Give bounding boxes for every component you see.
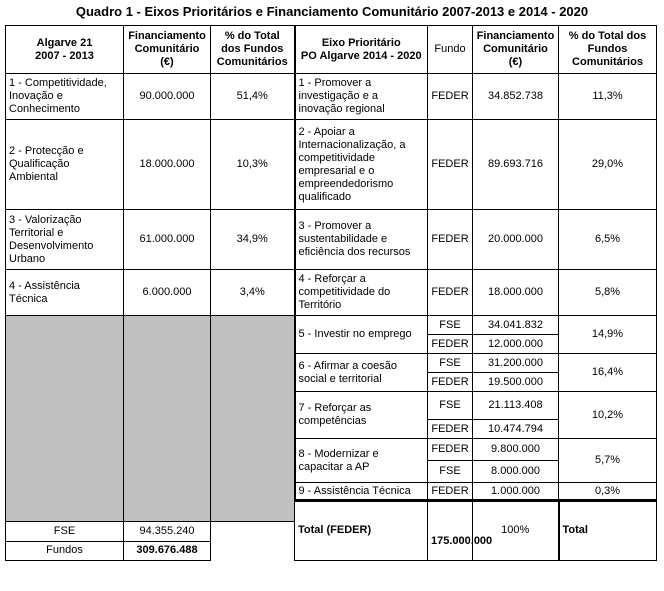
right-axis-name: 9 - Assistência Técnica bbox=[295, 483, 428, 500]
table-title: Quadro 1 - Eixos Prioritários e Financiamento Comunitário 2007-2013 e 2014 - 2020 bbox=[75, 4, 589, 19]
header-fund: Fundo bbox=[428, 26, 473, 74]
left-percent: 3,4% bbox=[211, 270, 295, 316]
total-fund-all: Fundos bbox=[6, 541, 124, 560]
left-percent: 10,3% bbox=[211, 120, 295, 210]
fund: FSE bbox=[428, 316, 473, 335]
right-percent: 14,9% bbox=[559, 316, 657, 354]
left-percent: 34,9% bbox=[211, 210, 295, 270]
table-row bbox=[6, 74, 657, 120]
left-total-percent: 100% bbox=[473, 501, 559, 560]
left-amount: 61.000.000 bbox=[124, 210, 211, 270]
right-axis-name: 5 - Investir no emprego bbox=[295, 316, 428, 354]
fund: FEDER bbox=[428, 483, 473, 500]
right-axis-name: 6 - Afirmar a coesão social e territorial bbox=[295, 354, 428, 392]
right-percent: 5,8% bbox=[559, 270, 657, 316]
right-amount: 34.852.738 bbox=[473, 74, 559, 120]
right-amount: 18.000.000 bbox=[473, 270, 559, 316]
left-total-label: Total (FEDER) bbox=[295, 501, 428, 560]
right-amount: 20.000.000 bbox=[473, 210, 559, 270]
right-percent: 6,5% bbox=[559, 210, 657, 270]
left-percent: 51,4% bbox=[211, 74, 295, 120]
right-percent: 11,3% bbox=[559, 74, 657, 120]
left-amount: 90.000.000 bbox=[124, 74, 211, 120]
total-fund-fse: FSE bbox=[6, 521, 124, 541]
table-row bbox=[6, 120, 657, 210]
header-left-financing: Financiamento Comunitário (€) bbox=[124, 26, 211, 74]
right-percent: 10,2% bbox=[559, 392, 657, 439]
table-row bbox=[6, 270, 657, 316]
table-row bbox=[6, 316, 657, 335]
fund: FEDER bbox=[428, 270, 473, 316]
empty-grey-cell bbox=[211, 316, 295, 522]
left-axis-name: 3 - Valorização Territorial e Desenvolvimento Urbano bbox=[6, 210, 124, 270]
right-amount: 21.113.408 bbox=[473, 392, 559, 420]
right-amount: 8.000.000 bbox=[473, 461, 559, 483]
right-amount: 9.800.000 bbox=[473, 439, 559, 461]
right-percent: 0,3% bbox=[559, 483, 657, 500]
right-total-label: Total bbox=[559, 501, 657, 560]
fund: FEDER bbox=[428, 373, 473, 392]
empty-grey-cell bbox=[6, 316, 124, 522]
right-axis-name: 4 - Reforçar a competitividade do Território bbox=[295, 270, 428, 316]
fund: FEDER bbox=[428, 210, 473, 270]
right-percent: 29,0% bbox=[559, 120, 657, 210]
empty-grey-cell bbox=[124, 316, 211, 522]
right-axis-name: 1 - Promover a investigação e a inovação regional bbox=[295, 74, 428, 120]
left-amount: 18.000.000 bbox=[124, 120, 211, 210]
right-percent: 5,7% bbox=[559, 439, 657, 483]
right-percent: 16,4% bbox=[559, 354, 657, 392]
left-total-amount: 175.000.000 bbox=[428, 501, 473, 560]
empty-cell bbox=[211, 541, 295, 560]
total-amount-fse: 94.355.240 bbox=[124, 521, 211, 541]
header-left-percent: % do Total dos Fundos Comunitários bbox=[211, 26, 295, 74]
fund: FSE bbox=[428, 461, 473, 483]
right-axis-name: 8 - Modernizar e capacitar a AP bbox=[295, 439, 428, 483]
right-axis-name: 3 - Promover a sustentabilidade e eficiência dos recursos bbox=[295, 210, 428, 270]
right-amount: 34.041.832 bbox=[473, 316, 559, 335]
right-amount: 10.474.794 bbox=[473, 420, 559, 439]
total-amount-all: 309.676.488 bbox=[124, 541, 211, 560]
right-amount: 31.200.000 bbox=[473, 354, 559, 373]
right-axis-name: 2 - Apoiar a Internacionalização, a competitividade empresarial e o empreendedorismo qualificado bbox=[295, 120, 428, 210]
fund: FEDER bbox=[428, 439, 473, 461]
left-amount: 6.000.000 bbox=[124, 270, 211, 316]
right-amount: 12.000.000 bbox=[473, 335, 559, 354]
fund: FEDER bbox=[428, 420, 473, 439]
header-right-financing: Financiamento Comunitário (€) bbox=[473, 26, 559, 74]
funding-table bbox=[5, 25, 657, 561]
header-algarve21: Algarve 21 2007 - 2013 bbox=[6, 26, 124, 74]
left-axis-name: 1 - Competitividade, Inovação e Conhecimento bbox=[6, 74, 124, 120]
left-axis-name: 4 - Assistência Técnica bbox=[6, 270, 124, 316]
header-right-percent: % do Total dos Fundos Comunitários bbox=[559, 26, 657, 74]
right-amount: 1.000.000 bbox=[473, 483, 559, 500]
fund: FSE bbox=[428, 354, 473, 373]
right-amount: 19.500.000 bbox=[473, 373, 559, 392]
fund: FEDER bbox=[428, 74, 473, 120]
left-axis-name: 2 - Protecção e Qualificação Ambiental bbox=[6, 120, 124, 210]
right-axis-name: 7 - Reforçar as competências bbox=[295, 392, 428, 439]
fund: FSE bbox=[428, 392, 473, 420]
fund: FEDER bbox=[428, 335, 473, 354]
right-amount: 89.693.716 bbox=[473, 120, 559, 210]
header-priority-axis: Eixo Prioritário PO Algarve 2014 - 2020 bbox=[295, 26, 428, 74]
table-row bbox=[6, 210, 657, 270]
fund: FEDER bbox=[428, 120, 473, 210]
